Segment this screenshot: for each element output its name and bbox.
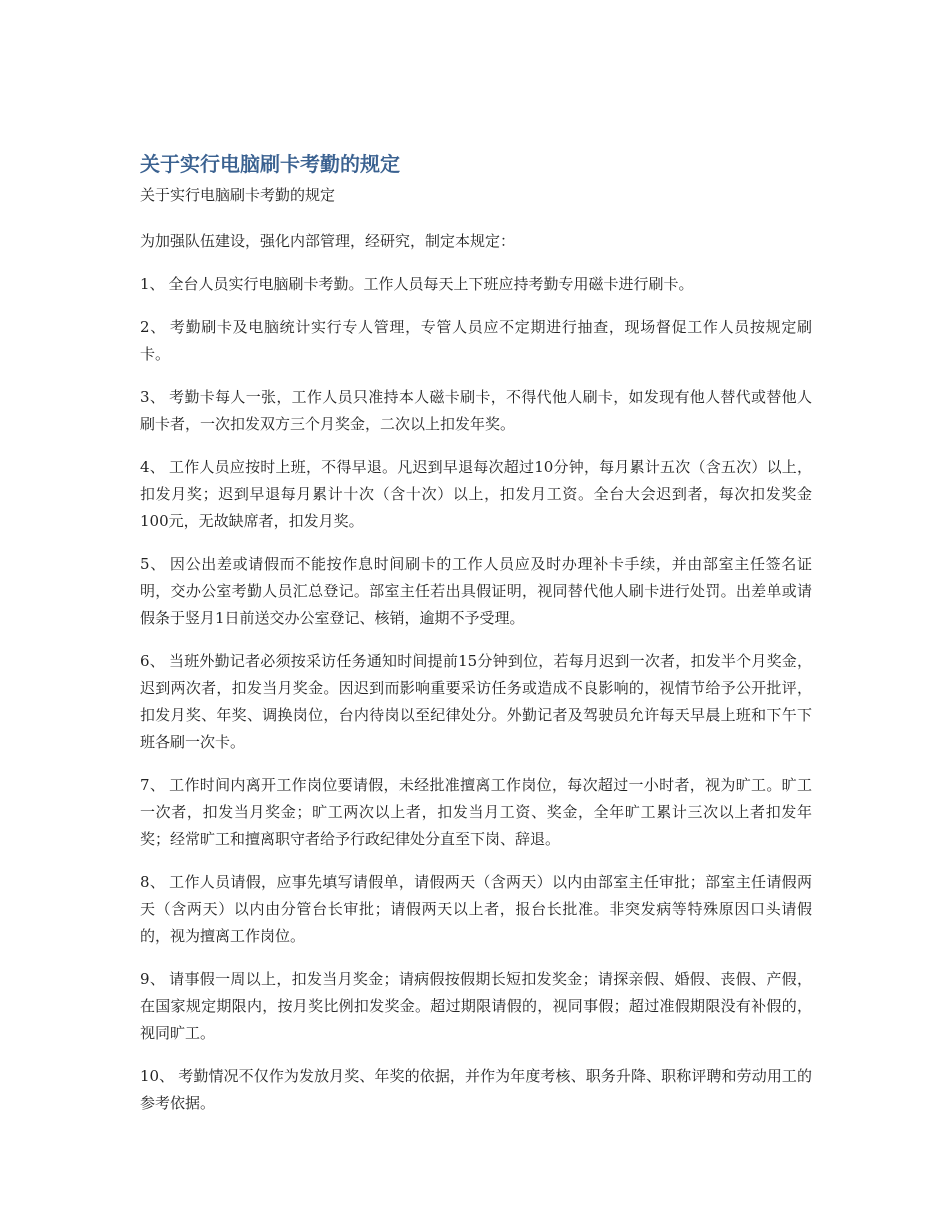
rule-text: 工作时间内离开工作岗位要请假，未经批准擅离工作岗位，每次超过一小时者，视为旷工。旷工一次者，扣发当月奖金；旷工两次以上者，扣发当月工资、奖金，全年旷工累计三次以上者扣发年奖；经常旷工和擅离职守者给予行政纪律处分直至下岗、辞退。 [140,776,812,848]
rule-item-2 [140,314,812,368]
rule-item-3 [140,384,812,438]
document-page [140,150,812,1133]
rule-number: 1、 [140,275,165,293]
rule-item-1 [140,271,812,298]
rule-number: 6、 [140,652,165,670]
rule-item-7 [140,772,812,853]
rule-number: 5、 [140,555,166,573]
rule-text: 全台人员实行电脑刷卡考勤。工作人员每天上下班应持考勤专用磁卡进行刷卡。 [168,275,694,293]
rule-text: 考勤卡每人一张，工作人员只准持本人磁卡刷卡，不得代他人刷卡，如发现有他人替代或替他人刷卡者，一次扣发双方三个月奖金，二次以上扣发年奖。 [140,388,812,433]
rule-number: 3、 [140,388,166,406]
rule-number: 8、 [140,873,166,891]
rule-item-10 [140,1063,812,1117]
rule-number: 7、 [140,776,166,794]
rule-item-8 [140,869,812,950]
rule-number: 2、 [140,318,166,336]
rule-text: 考勤刷卡及电脑统计实行专人管理，专管人员应不定期进行抽查，现场督促工作人员按规定刷卡。 [140,318,812,363]
rule-text: 因公出差或请假而不能按作息时间刷卡的工作人员应及时办理补卡手续，并由部室主任签名证明，交办公室考勤人员汇总登记。部室主任若出具假证明，视同替代他人刷卡进行处罚。出差单或请假条于竖月1日前送交办公室登记、核销，逾期不予受理。 [140,555,812,627]
rule-item-4 [140,454,812,535]
rule-item-5 [140,551,812,632]
intro-paragraph: 为加强队伍建设，强化内部管理，经研究，制定本规定： [140,232,516,250]
rule-number: 4、 [140,458,165,476]
rule-number: 9、 [140,970,166,988]
rule-text: 请事假一周以上，扣发当月奖金；请病假按假期长短扣发奖金；请探亲假、婚假、丧假、产假，在国家规定期限内，按月奖比例扣发奖金。超过期限请假的，视同事假；超过准假期限没有补假的，视同旷工。 [140,970,812,1042]
document-title: 关于实行电脑刷卡考勤的规定 [140,152,400,176]
rule-text: 工作人员应按时上班，不得早退。凡迟到早退每次超过10分钟，每月累计五次（含五次）以上，扣发月奖；迟到早退每月累计十次（含十次）以上，扣发月工资。全台大会迟到者，每次扣发奖金100元，无故缺席者，扣发月奖。 [140,458,812,530]
rule-text: 考勤情况不仅作为发放月奖、年奖的依据，并作为年度考核、职务升降、职称评聘和劳动用工的参考依据。 [140,1067,812,1112]
rule-number: 10、 [140,1067,175,1085]
rule-text: 工作人员请假，应事先填写请假单，请假两天（含两天）以内由部室主任审批；部室主任请假两天（含两天）以内由分管台长审批；请假两天以上者，报台长批准。非突发病等特殊原因口头请假的，视为擅离工作岗位。 [140,873,812,945]
rule-item-9 [140,966,812,1047]
rule-text: 当班外勤记者必须按采访任务通知时间提前15分钟到位，若每月迟到一次者，扣发半个月奖金，迟到两次者，扣发当月奖金。因迟到而影响重要采访任务或造成不良影响的，视情节给予公开批评，扣发月奖、年奖、调换岗位，台内待岗以至纪律处分。外勤记者及驾驶员允许每天早晨上班和下午下班各刷一次卡。 [140,652,812,751]
rule-item-6 [140,648,812,756]
document-subtitle: 关于实行电脑刷卡考勤的规定 [140,186,336,204]
